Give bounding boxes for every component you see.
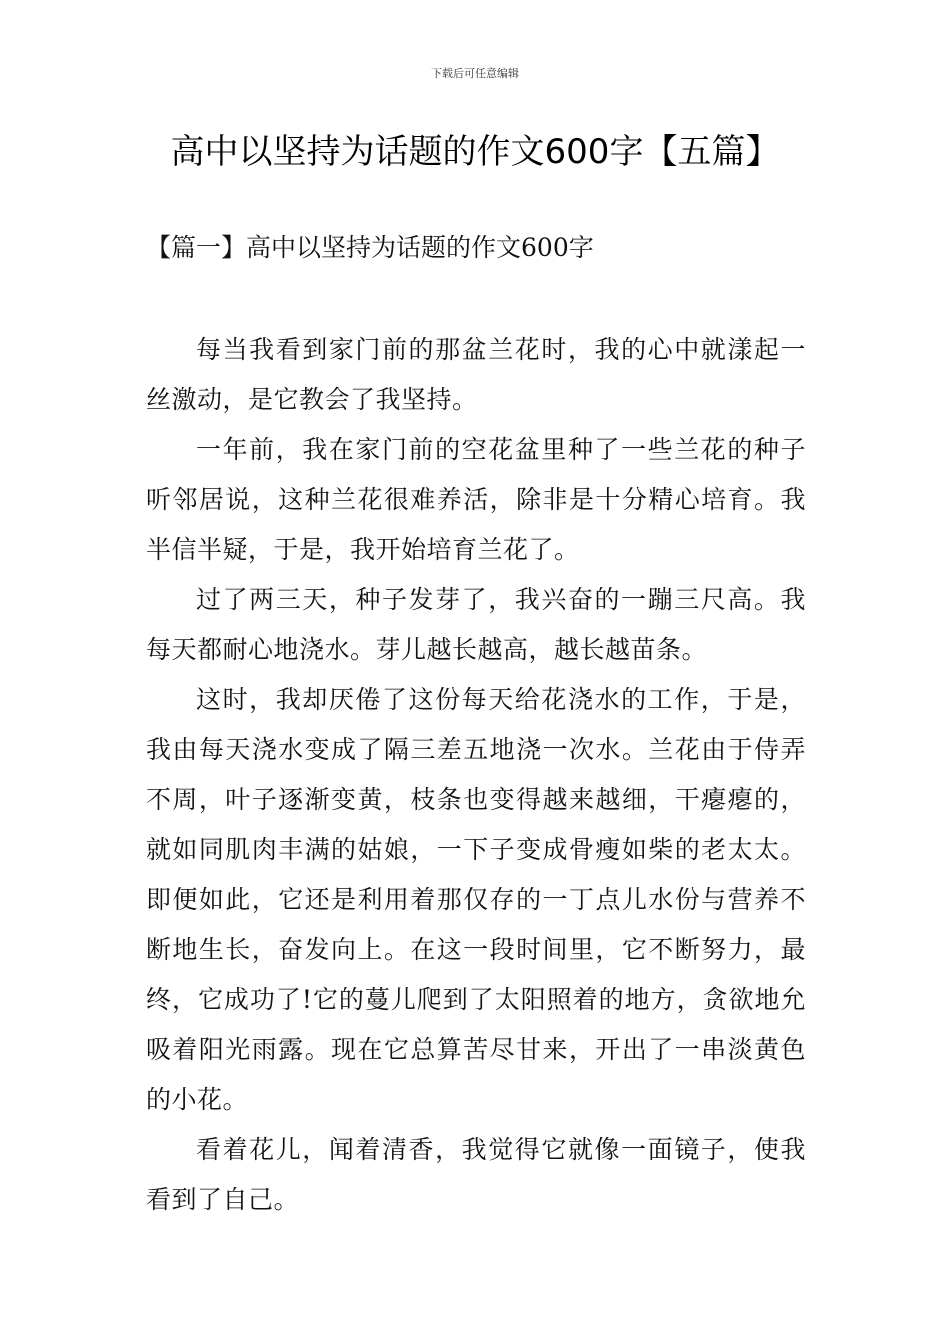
section-title: 【篇一】高中以坚持为话题的作文600字	[146, 233, 594, 262]
paragraph: 每当我看到家门前的那盆兰花时，我的心中就漾起一丝激动，是它教会了我坚持。	[146, 335, 806, 414]
paragraph: 过了两三天，种子发芽了，我兴奋的一蹦三尺高。我每天都耐心地浇水。芽儿越长越高，越长越苗条。	[146, 585, 806, 664]
paragraph: 这时，我却厌倦了这份每天给花浇水的工作，于是，我由每天浇水变成了隔三差五地浇一次水。兰花由于侍弄不周，叶子逐渐变黄，枝条也变得越来越细，干瘪瘪的，就如同肌肉丰满的姑娘，一下子变成骨瘦如柴的老太太。即便如此，它还是利用着那仅存的一丁点儿水份与营养不断地生长，奋发向上。在这一段时间里，它不断努力，最终，它成功了!它的蔓儿爬到了太阳照着的地方，贪欲地允吸着阳光雨露。现在它总算苦尽甘来，开出了一串淡黄色的小花。	[146, 685, 806, 1114]
paragraph: 一年前，我在家门前的空花盆里种了一些兰花的种子听邻居说，这种兰花很难养活，除非是十分精心培育。我半信半疑，于是，我开始培育兰花了。	[146, 435, 806, 564]
paragraph: 看着花儿，闻着清香，我觉得它就像一面镜子，使我看到了自己。	[146, 1135, 806, 1214]
header-note: 下载后可任意编辑	[431, 67, 519, 80]
essay-body	[146, 325, 806, 1225]
document-title: 高中以坚持为话题的作文600字【五篇】	[170, 132, 780, 172]
